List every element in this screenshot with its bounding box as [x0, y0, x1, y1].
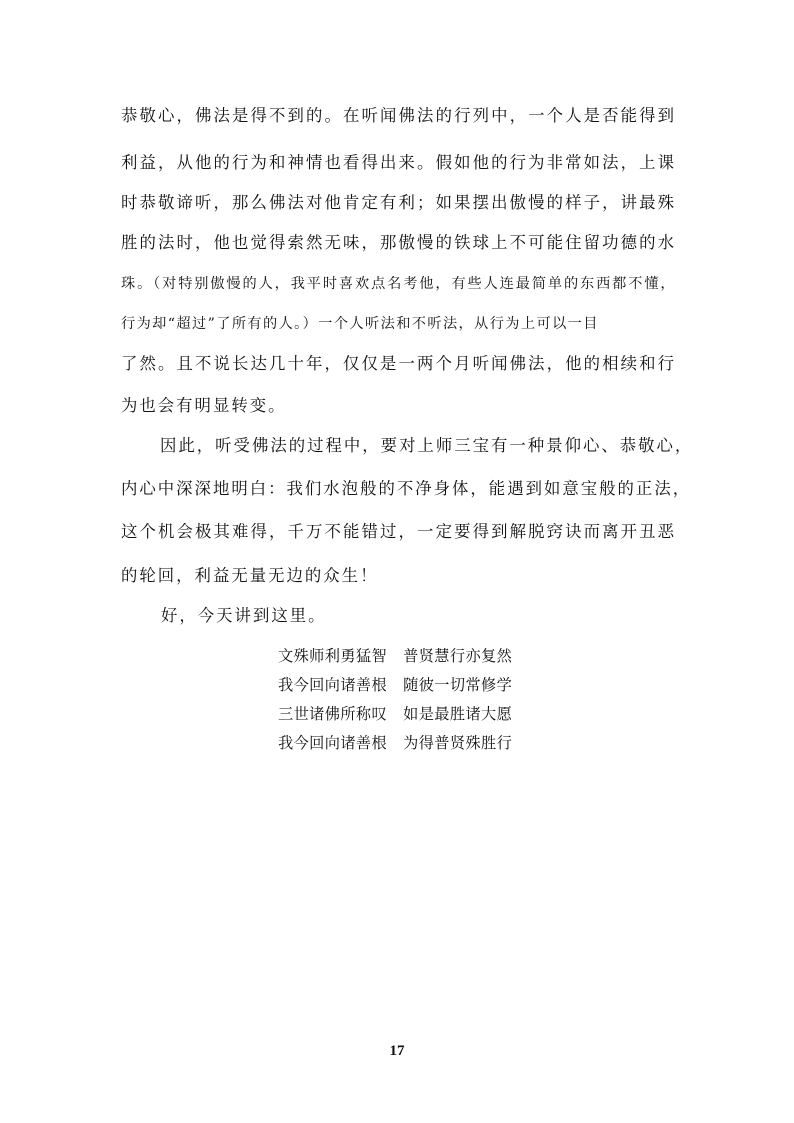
page-number: 17	[389, 1043, 405, 1059]
verse-second-half: 随彼一切常修学	[403, 676, 513, 694]
text-line: 利益，从他的行为和神情也看得出来。假如他的行为非常如法，上课	[121, 153, 676, 172]
text-line: 这个机会极其难得，千万不能错过，一定要得到解脱窍诀而离开丑恶	[121, 522, 676, 541]
text-line: 行为却“超过”了所有的人。）一个人听法和不听法，从行为上可以一目	[121, 316, 599, 332]
verse-line	[278, 703, 512, 724]
verse-line	[278, 674, 512, 695]
text-line: 恭敬心，佛法是得不到的。在听闻佛法的行列中，一个人是否能得到	[121, 106, 676, 125]
text-line: 内心中深深地明白：我们水泡般的不净身体，能遇到如意宝般的正法，	[121, 479, 692, 498]
verse-first-half: 三世诸佛所称叹	[278, 705, 388, 723]
text-line: 因此，听受佛法的过程中，要对上师三宝有一种景仰心、恭敬心，	[160, 436, 694, 455]
text-line: 胜的法时，他也觉得索然无味，那傲慢的铁球上不可能住留功德的水	[121, 233, 676, 252]
verse-first-half: 我今回向诸善根	[278, 676, 388, 694]
text-line: 珠。（对特别傲慢的人，我平时喜欢点名考他，有些人连最简单的东西都不懂，	[121, 276, 676, 292]
text-line: 时恭敬谛听，那么佛法对他肯定有利；如果摆出傲慢的样子，讲最殊	[121, 193, 676, 212]
text-line: 的轮回，利益无量无边的众生！	[121, 566, 379, 585]
verse-line	[278, 645, 512, 666]
verse-first-half: 文殊师利勇猛智	[278, 647, 388, 665]
verse-second-half: 如是最胜诸大愿	[403, 705, 513, 723]
text-line: 好，今天讲到这里。	[161, 606, 327, 625]
text-line: 了然。且不说长达几十年，仅仅是一两个月听闻佛法，他的相续和行	[121, 354, 676, 373]
verse-line	[278, 732, 512, 753]
text-line: 为也会有明显转变。	[121, 396, 287, 415]
verse-first-half: 我今回向诸善根	[278, 734, 388, 752]
verse-second-half: 普贤慧行亦复然	[403, 647, 513, 665]
verse-second-half: 为得普贤殊胜行	[403, 734, 513, 752]
